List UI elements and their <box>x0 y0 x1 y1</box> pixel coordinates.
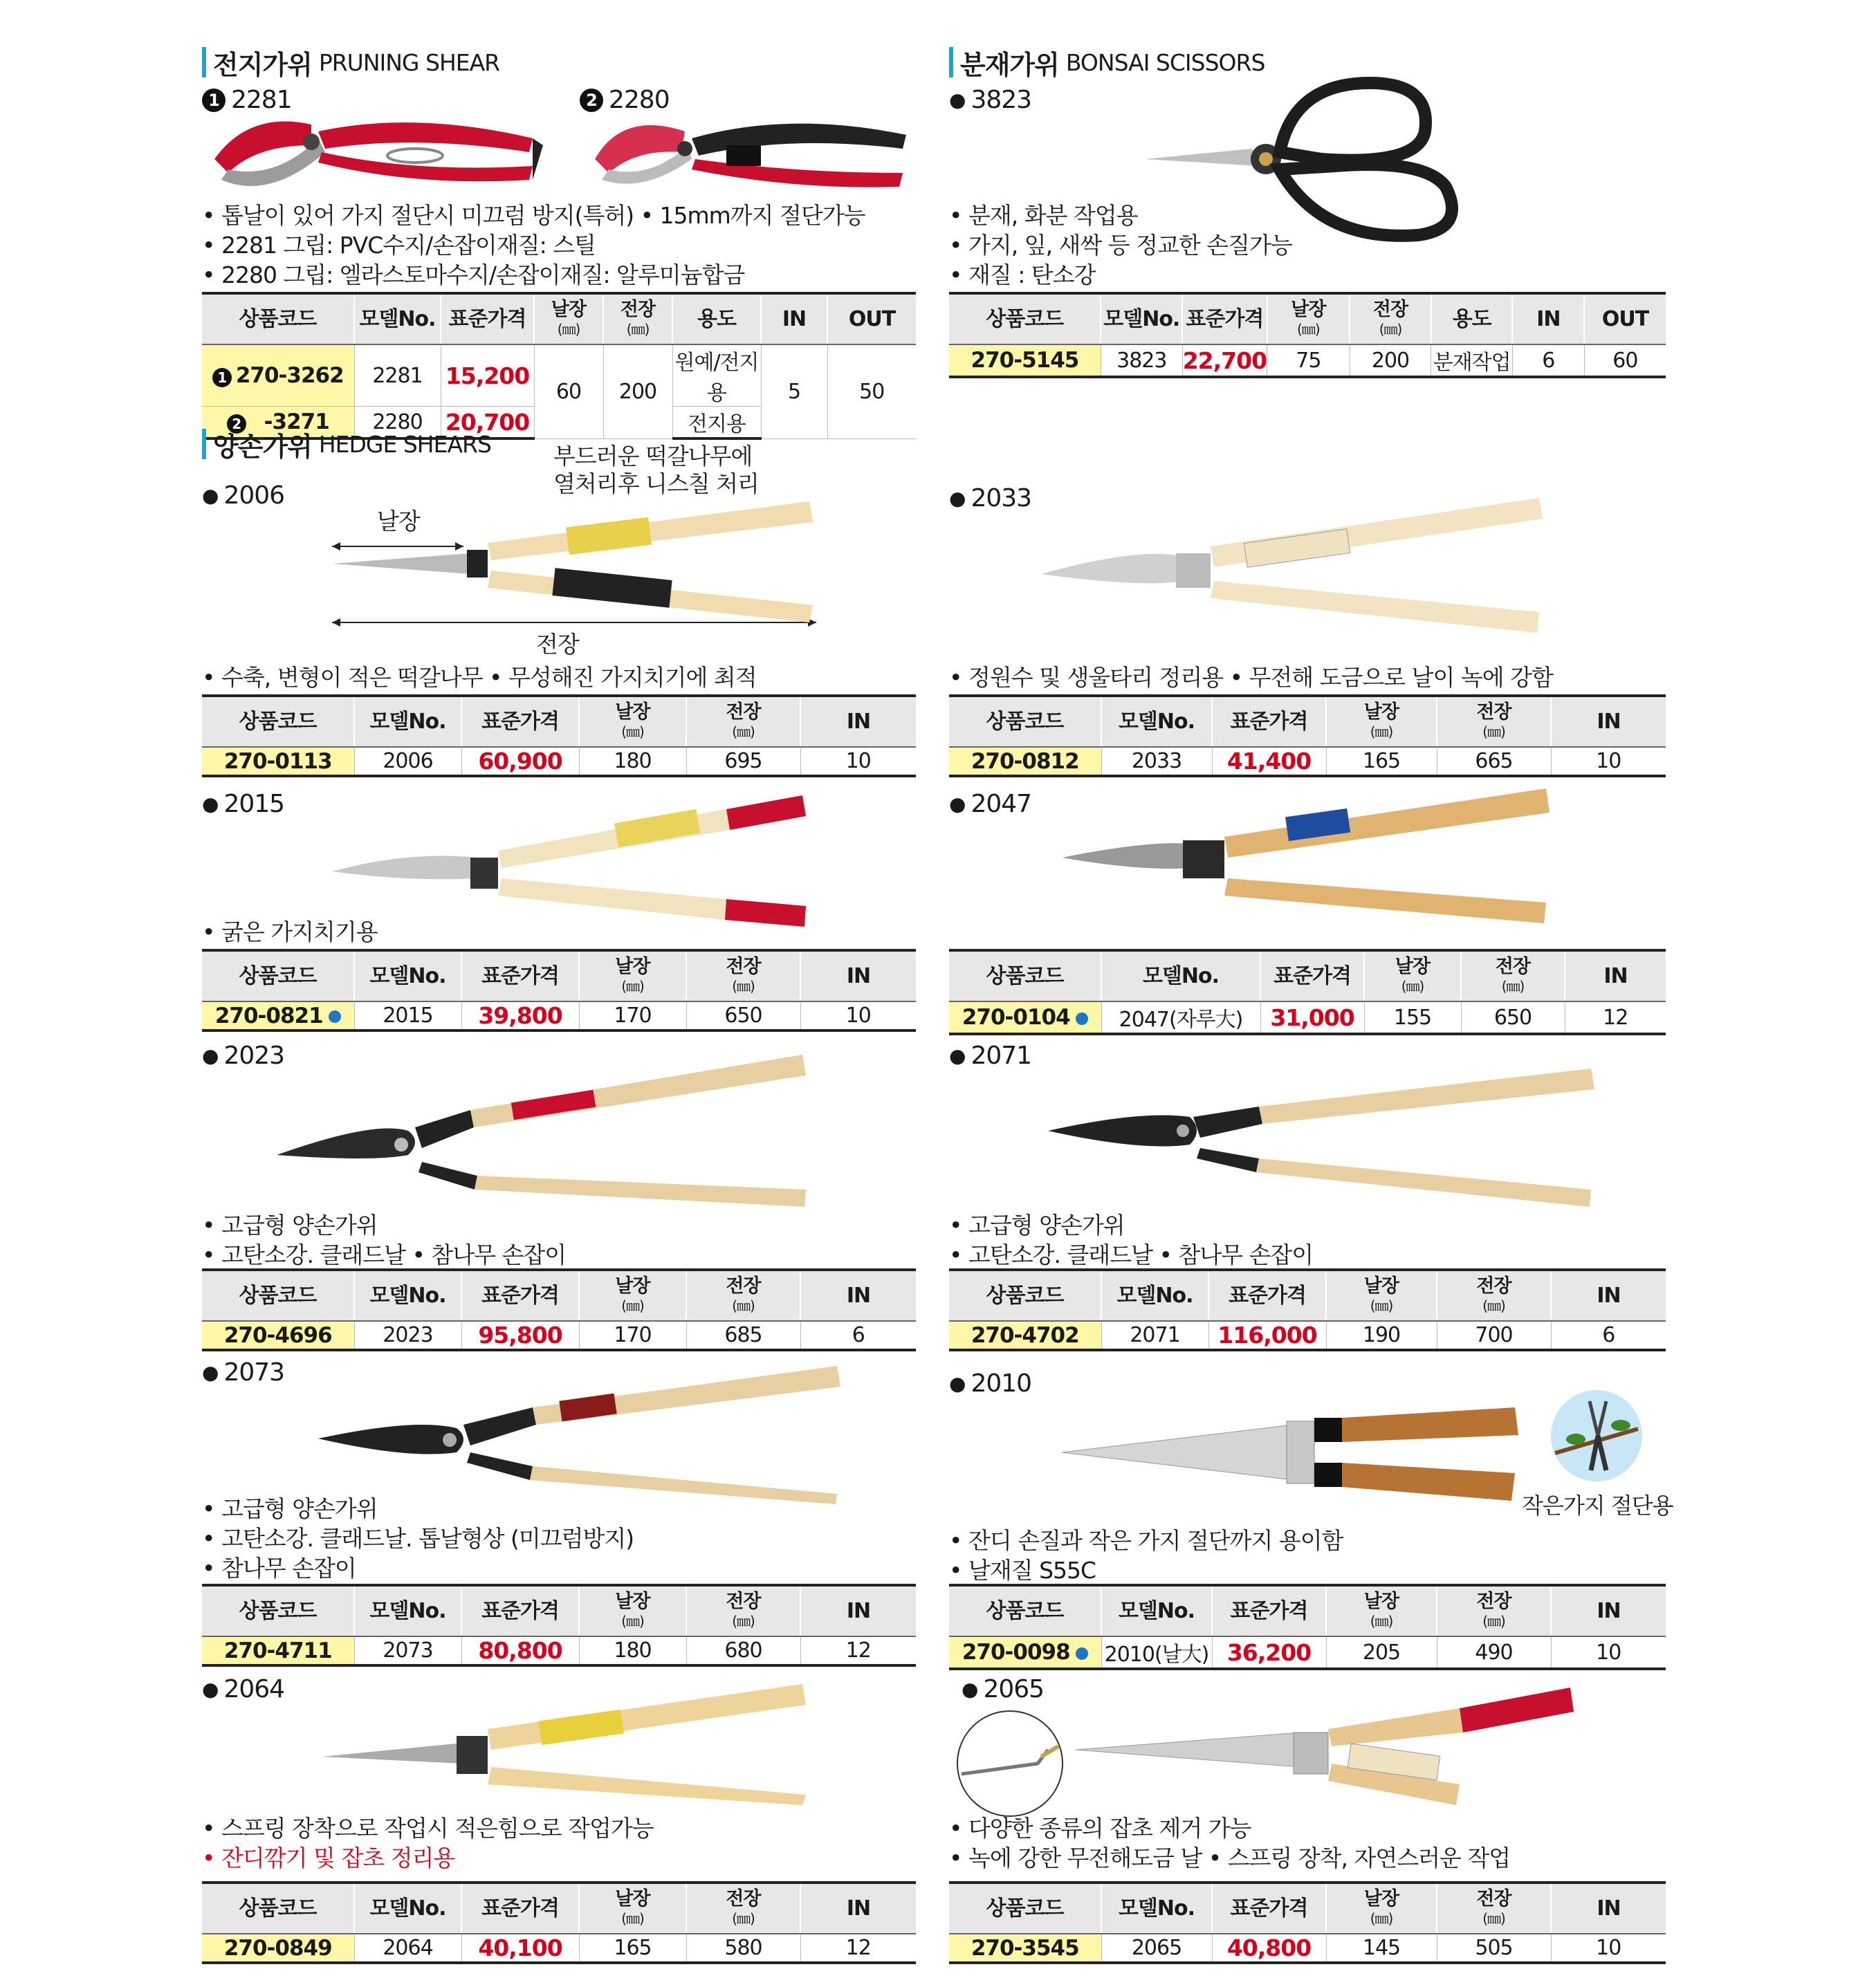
price: 80,800 <box>461 1636 579 1665</box>
hedge-2023-bullets: • 고급형 양손가위 • 고탄소강. 클래드날 • 참나무 손잡이 <box>202 1212 567 1268</box>
total-length: 580 <box>686 1934 800 1963</box>
model-no: 2015 <box>354 1001 461 1030</box>
pruning-spec-table <box>202 292 916 440</box>
price: 36,200 <box>1212 1636 1326 1669</box>
hedge-2065-spec-table <box>949 1881 1666 1964</box>
model-label-2015: ● 2015 <box>202 790 285 818</box>
table-header-row: 상품코드 모델No. 표준가격 날장 (㎜) 전장 (㎜) IN <box>949 696 1666 747</box>
table-row <box>949 1636 1666 1669</box>
table-header-row: 상품코드 모델No. 표준가격 날장 (㎜) 전장 (㎜) IN <box>202 1585 916 1636</box>
hedge-title-en: HEDGE SHEARS <box>318 430 491 458</box>
product-code: 270-4702 <box>949 1321 1101 1350</box>
pruning-bullet-2: • 2281 그립: PVC수지/손잡이재질: 스틸 <box>202 232 596 259</box>
product-code: 270-3545 <box>949 1934 1101 1963</box>
total-length: 695 <box>686 747 800 776</box>
total-length: 680 <box>686 1636 800 1665</box>
table-row <box>202 1934 916 1963</box>
price: 116,000 <box>1208 1321 1326 1350</box>
number-2-icon: 2 <box>580 89 603 112</box>
product-code: 270-0821 <box>202 1001 354 1030</box>
model-no: 2010(날大) <box>1101 1636 1212 1669</box>
blade-length: 75 <box>1267 344 1350 377</box>
table-row <box>949 747 1666 776</box>
hedge-2006-bullets: • 수축, 변형이 적은 떡갈나무 • 무성해진 가지치기에 최적 <box>202 664 757 691</box>
in-qty: 6 <box>1512 344 1584 377</box>
product-code: 2 -3271 <box>202 407 354 439</box>
in-qty: 12 <box>800 1636 916 1665</box>
price: 20,700 <box>441 407 534 439</box>
in-qty: 6 <box>800 1321 916 1350</box>
total-length: 200 <box>1350 344 1431 377</box>
model-label-2047: ● 2047 <box>949 790 1032 818</box>
pruning-shear-2281-image <box>208 97 546 201</box>
hedge-shear-2065-image <box>1072 1681 1584 1812</box>
table-header-row: 상품코드 모델No. 표준가격 날장 (㎜) 전장 (㎜) IN <box>949 1883 1666 1934</box>
pruning-section-title <box>202 43 499 82</box>
hedge-title-ko: 양손가위 <box>213 431 312 462</box>
header-out: OUT <box>827 293 916 344</box>
table-row <box>202 1636 916 1665</box>
table-row <box>949 1934 1666 1963</box>
bonsai-title-ko: 분재가위 <box>960 49 1059 80</box>
model-label-2064: ● 2064 <box>202 1675 285 1703</box>
hedge-2071-spec-table <box>949 1268 1666 1351</box>
hedge-shear-2047-image <box>1058 775 1556 934</box>
blade-length: 165 <box>579 1934 686 1963</box>
price: 95,800 <box>461 1321 579 1350</box>
hedge-2015-bullets: • 굵은 가지치기용 <box>202 918 378 945</box>
table-row <box>202 1321 916 1350</box>
small-branch-label: 작은가지 절단용 <box>1522 1492 1673 1519</box>
weed-removal-detail-icon <box>955 1708 1065 1819</box>
hedge-shear-2010-image <box>1058 1390 1529 1515</box>
model-label-2033: ● 2033 <box>949 484 1032 512</box>
section-accent-bar <box>202 429 206 459</box>
use: 원예/전지용 <box>672 344 761 407</box>
product-code: 270-0812 <box>949 747 1101 776</box>
blade-length: 180 <box>579 747 686 776</box>
header-in: IN <box>761 293 827 344</box>
in-qty: 10 <box>1551 747 1666 776</box>
model-label-2071: ● 2071 <box>949 1042 1032 1070</box>
blade-dimension-label: 날장 <box>377 508 420 535</box>
out-qty: 50 <box>827 344 916 438</box>
model-label-3823: ● 3823 <box>949 86 1032 114</box>
out-qty: 60 <box>1584 344 1666 377</box>
model-no: 2065 <box>1101 1934 1212 1963</box>
header-price: 표준가격 <box>441 293 534 344</box>
price: 22,700 <box>1182 344 1267 377</box>
new-item-dot-icon <box>1076 1647 1088 1660</box>
product-code: 270-0849 <box>202 1934 354 1963</box>
hedge-section-title <box>202 425 491 463</box>
pruning-shear-2280-image <box>588 97 913 201</box>
model-no: 2071 <box>1101 1321 1208 1350</box>
blade-length: 205 <box>1326 1636 1437 1669</box>
model-no: 2281 <box>354 344 441 407</box>
pruning-title-en: PRUNING SHEAR <box>318 48 500 76</box>
table-header-row: 상품코드 모델No. 표준가격 날장 (㎜) 전장 (㎜) IN <box>949 950 1666 1001</box>
product-code: 1 270-3262 <box>202 344 354 407</box>
table-row <box>202 747 916 776</box>
product-code: 270-0098 <box>949 1636 1101 1669</box>
length-dimension-label: 전장 <box>536 631 579 658</box>
bonsai-bullets: • 분재, 화분 작업용 • 가지, 잎, 새싹 등 정교한 손질가능 • 재질 : 탄소강 <box>949 202 1292 288</box>
blade-length: 170 <box>579 1321 686 1350</box>
price: 40,100 <box>461 1934 579 1963</box>
model-label-2010: ● 2010 <box>949 1369 1032 1398</box>
product-code: 270-0104 <box>949 1001 1101 1034</box>
use: 분재작업 <box>1431 344 1513 377</box>
blade-length: 165 <box>1326 747 1437 776</box>
hedge-2073-spec-table <box>202 1584 916 1667</box>
total-length: 650 <box>686 1001 800 1030</box>
in-qty: 6 <box>1551 1321 1666 1350</box>
header-code: 상품코드 <box>202 293 354 344</box>
blade-length: 60 <box>534 344 603 438</box>
total-length: 490 <box>1437 1636 1551 1669</box>
total-length: 505 <box>1437 1934 1551 1963</box>
pruning-title-ko: 전지가위 <box>213 49 312 80</box>
model-label-2281: 1 2281 <box>202 86 292 114</box>
model-no: 3823 <box>1101 344 1182 377</box>
price: 39,800 <box>461 1001 579 1030</box>
blade-length: 180 <box>579 1636 686 1665</box>
in-qty: 12 <box>800 1934 916 1963</box>
product-code: 270-4711 <box>202 1636 354 1665</box>
model-no: 2064 <box>354 1934 461 1963</box>
header-use: 용도 <box>672 293 761 344</box>
model-label-2023: ● 2023 <box>202 1042 285 1070</box>
table-header-row: 상품코드 모델No. 표준가격 날장 (㎜) 전장 (㎜) IN <box>949 1270 1666 1321</box>
blade-length: 145 <box>1326 1934 1437 1963</box>
hedge-2033-bullets: • 정원수 및 생울타리 정리용 • 무전해 도금으로 날이 녹에 강함 <box>949 664 1553 691</box>
hedge-2010-bullets: • 잔디 손질과 작은 가지 절단까지 용이함 • 날재질 S55C <box>949 1527 1343 1584</box>
total-length: 685 <box>686 1321 800 1350</box>
blade-length: 155 <box>1364 1001 1461 1034</box>
total-length: 665 <box>1437 747 1551 776</box>
table-header-row: 상품코드 모델No. 표준가격 날장 (㎜) 전장 (㎜) IN <box>949 1585 1666 1636</box>
price: 31,000 <box>1260 1001 1364 1034</box>
price: 41,400 <box>1212 747 1326 776</box>
highlight-bullet: • 잔디깎기 및 잡초 정리용 <box>202 1845 455 1871</box>
table-header-row: 상품코드 모델No. 표준가격 날장 (㎜) 전장 (㎜) IN <box>202 1270 916 1321</box>
bonsai-spec-table <box>949 292 1666 378</box>
table-header-row: 상품코드 모델No. 표준가격 날장 (㎜) 전장 (㎜) IN <box>202 1883 916 1934</box>
header-blade: 날장 (㎜) <box>534 293 603 344</box>
table-row <box>949 1321 1666 1350</box>
hedge-2073-bullets: • 고급형 양손가위 • 고탄소강. 클래드날. 톱날형상 (미끄럼방지) • 참나무 손잡이 <box>202 1495 634 1582</box>
hedge-shear-2033-image <box>1038 477 1549 636</box>
in-qty: 10 <box>800 747 916 776</box>
price: 60,900 <box>461 747 579 776</box>
hedge-shear-2073-image <box>311 1362 844 1508</box>
use: 전지용 <box>672 407 761 439</box>
hedge-shear-2015-image <box>325 782 823 934</box>
model-no: 2047(자루大) <box>1101 1001 1260 1034</box>
pruning-bullet-1: • 톱날이 있어 가지 절단시 미끄럼 방지(특허) • 15mm까지 절단가능 <box>202 202 865 229</box>
in-qty: 10 <box>1551 1636 1666 1669</box>
hedge-2065-bullets: • 다양한 종류의 잡초 제거 가능 • 녹에 강한 무전해도금 날 • 스프링 장착, 자연스러운 작업 <box>949 1815 1511 1871</box>
total-length: 200 <box>603 344 672 438</box>
header-model: 모델No. <box>354 293 441 344</box>
product-code: 270-5145 <box>949 344 1101 377</box>
table-header-row <box>202 293 916 344</box>
number-1-icon: 1 <box>202 89 226 112</box>
hedge-2064-spec-table <box>202 1881 916 1964</box>
model-label-2006: ● 2006 <box>202 481 285 510</box>
table-row <box>202 1001 916 1030</box>
new-item-dot-icon <box>329 1010 341 1023</box>
model-no: 2033 <box>1101 747 1212 776</box>
model-label-2280: 2 2280 <box>580 86 670 114</box>
model-no: 2280 <box>354 407 441 439</box>
hedge-2023-spec-table <box>202 1268 916 1351</box>
hedge-2006-spec-table <box>202 694 916 777</box>
oak-annotation: 부드러운 떡갈나무에 열처리후 니스칠 처리 <box>553 443 759 497</box>
pruning-bullets <box>202 201 865 290</box>
blade-length: 190 <box>1326 1321 1437 1350</box>
in-qty: 5 <box>761 344 827 438</box>
hedge-2015-spec-table <box>202 949 916 1032</box>
in-qty: 10 <box>800 1001 916 1030</box>
hedge-2010-spec-table <box>949 1584 1666 1670</box>
model-label-2065: ● 2065 <box>962 1675 1045 1703</box>
section-accent-bar <box>202 47 206 77</box>
hedge-2071-bullets: • 고급형 양손가위 • 고탄소강. 클래드날 • 참나무 손잡이 <box>949 1212 1314 1268</box>
model-no: 2023 <box>354 1321 461 1350</box>
new-item-dot-icon <box>1076 1013 1088 1025</box>
product-code: 270-0113 <box>202 747 354 776</box>
hedge-shear-2023-image <box>270 1051 809 1210</box>
hedge-2064-bullets: • 스프링 장착으로 작업시 적은힘으로 작업가능 • 잔디깎기 및 잡초 정리용 <box>202 1815 654 1871</box>
hedge-2047-spec-table <box>949 949 1666 1035</box>
total-length: 700 <box>1437 1321 1551 1350</box>
bonsai-title-en: BONSAI SCISSORS <box>1065 48 1265 76</box>
table-row <box>202 344 916 407</box>
table-header-row: 상품코드 모델No. 표준가격 날장 (㎜) 전장 (㎜) IN <box>202 696 916 747</box>
model-label-2073: ● 2073 <box>202 1358 285 1387</box>
hedge-shear-2071-image <box>1045 1065 1598 1210</box>
model-no: 2006 <box>354 747 461 776</box>
table-header-row: 상품코드 모델No. 표준가격 날장 (㎜) 전장 (㎜) 용도 IN OUT <box>949 293 1666 344</box>
model-no: 2073 <box>354 1636 461 1665</box>
product-code: 270-4696 <box>202 1321 354 1350</box>
price: 15,200 <box>441 344 534 407</box>
table-header-row: 상품코드 모델No. 표준가격 날장 (㎜) 전장 (㎜) IN <box>202 950 916 1001</box>
small-branch-icon <box>1548 1387 1645 1484</box>
table-row <box>949 344 1666 377</box>
section-accent-bar <box>949 47 953 77</box>
pruning-bullet-3: • 2280 그립: 엘라스토마수지/손잡이재질: 알루미늄합금 <box>202 261 745 288</box>
hedge-shear-2006-image <box>325 491 823 636</box>
price: 40,800 <box>1212 1934 1326 1963</box>
in-qty: 12 <box>1565 1001 1666 1034</box>
hedge-shear-2064-image <box>318 1681 816 1805</box>
hedge-2033-spec-table <box>949 694 1666 777</box>
header-length: 전장 (㎜) <box>603 293 672 344</box>
total-length: 650 <box>1461 1001 1565 1034</box>
table-row <box>949 1001 1666 1034</box>
in-qty: 10 <box>1551 1934 1666 1963</box>
blade-length: 170 <box>579 1001 686 1030</box>
